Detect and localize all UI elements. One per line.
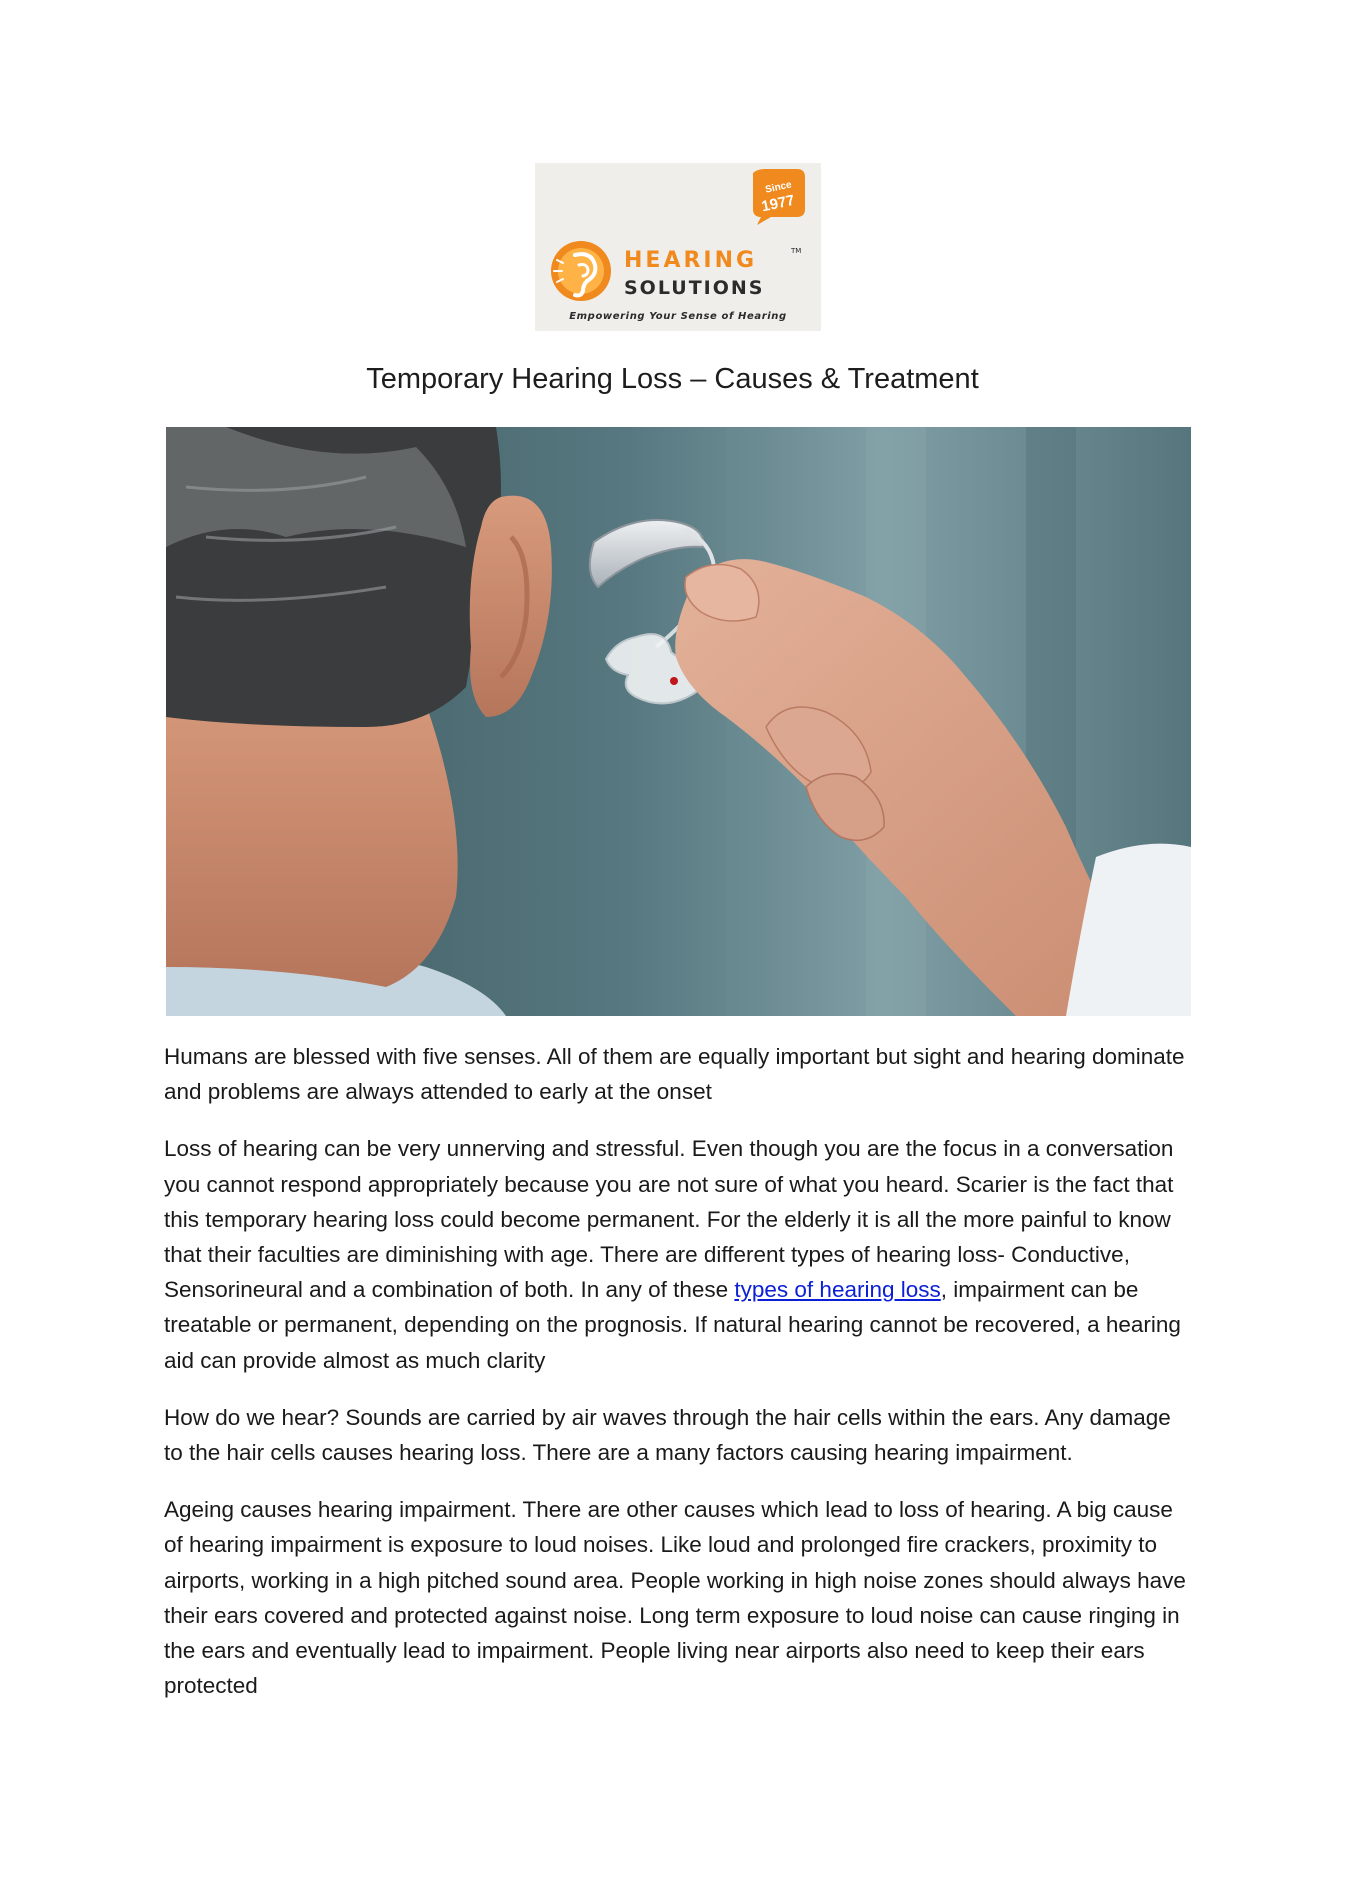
- paragraph-text-after-link: , impairment can be treatable or permanent, depending on the prognosis. If natural hearing cannot be recovered, a hearing aid can provide almost as much clarity: [164, 1277, 1181, 1373]
- paragraph-text-before-link: Loss of hearing can be very unnerving and stressful. Even though you are the focus in a conversation you cannot respond appropriately because you are not sure of what you heard. Scarier is the fact that this temporary hearing loss could become permanent. For the elderly it is all the more painful to know that their faculties are diminishing with age. There are different types of hearing loss- Conductive, Sensorineural and a combination of both. In any of these: [164, 1136, 1174, 1303]
- brand-logo: [535, 163, 821, 331]
- paragraph-intro: Humans are blessed with five senses. All of them are equally important but sight and hearing dominate and problems are always attended to early at the onset: [164, 1044, 1185, 1105]
- article-body: [164, 1039, 1194, 1725]
- paragraph-hearing-loss: [164, 1131, 1194, 1377]
- brand-line1: HEARING: [624, 248, 758, 273]
- ear-icon: [551, 241, 611, 301]
- logo-tagline: Empowering Your Sense of Hearing: [569, 311, 787, 322]
- types-of-hearing-loss-link[interactable]: types of hearing loss: [734, 1277, 941, 1303]
- hearing-aid-illustration: [166, 427, 1191, 1016]
- badge-year-text: 1977: [759, 191, 797, 216]
- since-badge: [753, 169, 805, 225]
- hearing-aid-photo: [166, 427, 1191, 1016]
- paragraph-how-we-hear: How do we hear? Sounds are carried by air waves through the hair cells within the ears. Any damage to the hair cells causes hearing loss. There are a many factors causing hearing impairment.: [164, 1404, 1171, 1466]
- hearing-solutions-logo: [535, 163, 821, 331]
- trademark-text: TM: [791, 247, 802, 255]
- page-title: Temporary Hearing Loss – Causes & Treatment: [366, 363, 979, 395]
- paragraph-causes: Ageing causes hearing impairment. There are other causes which lead to loss of hearing. A big cause of hearing impairment is exposure to loud noises. Like loud and prolonged fire crackers, proximity to airports, working in a high pitched sound area. People working in high noise zones should always have their ears covered and protected against noise. Long term exposure to loud noise can cause ringing in the ears and eventually lead to impairment. People living near airports also need to keep their ears protected: [164, 1497, 1186, 1699]
- badge-since-text: Since: [764, 179, 793, 196]
- brand-line2: SOLUTIONS: [624, 277, 765, 299]
